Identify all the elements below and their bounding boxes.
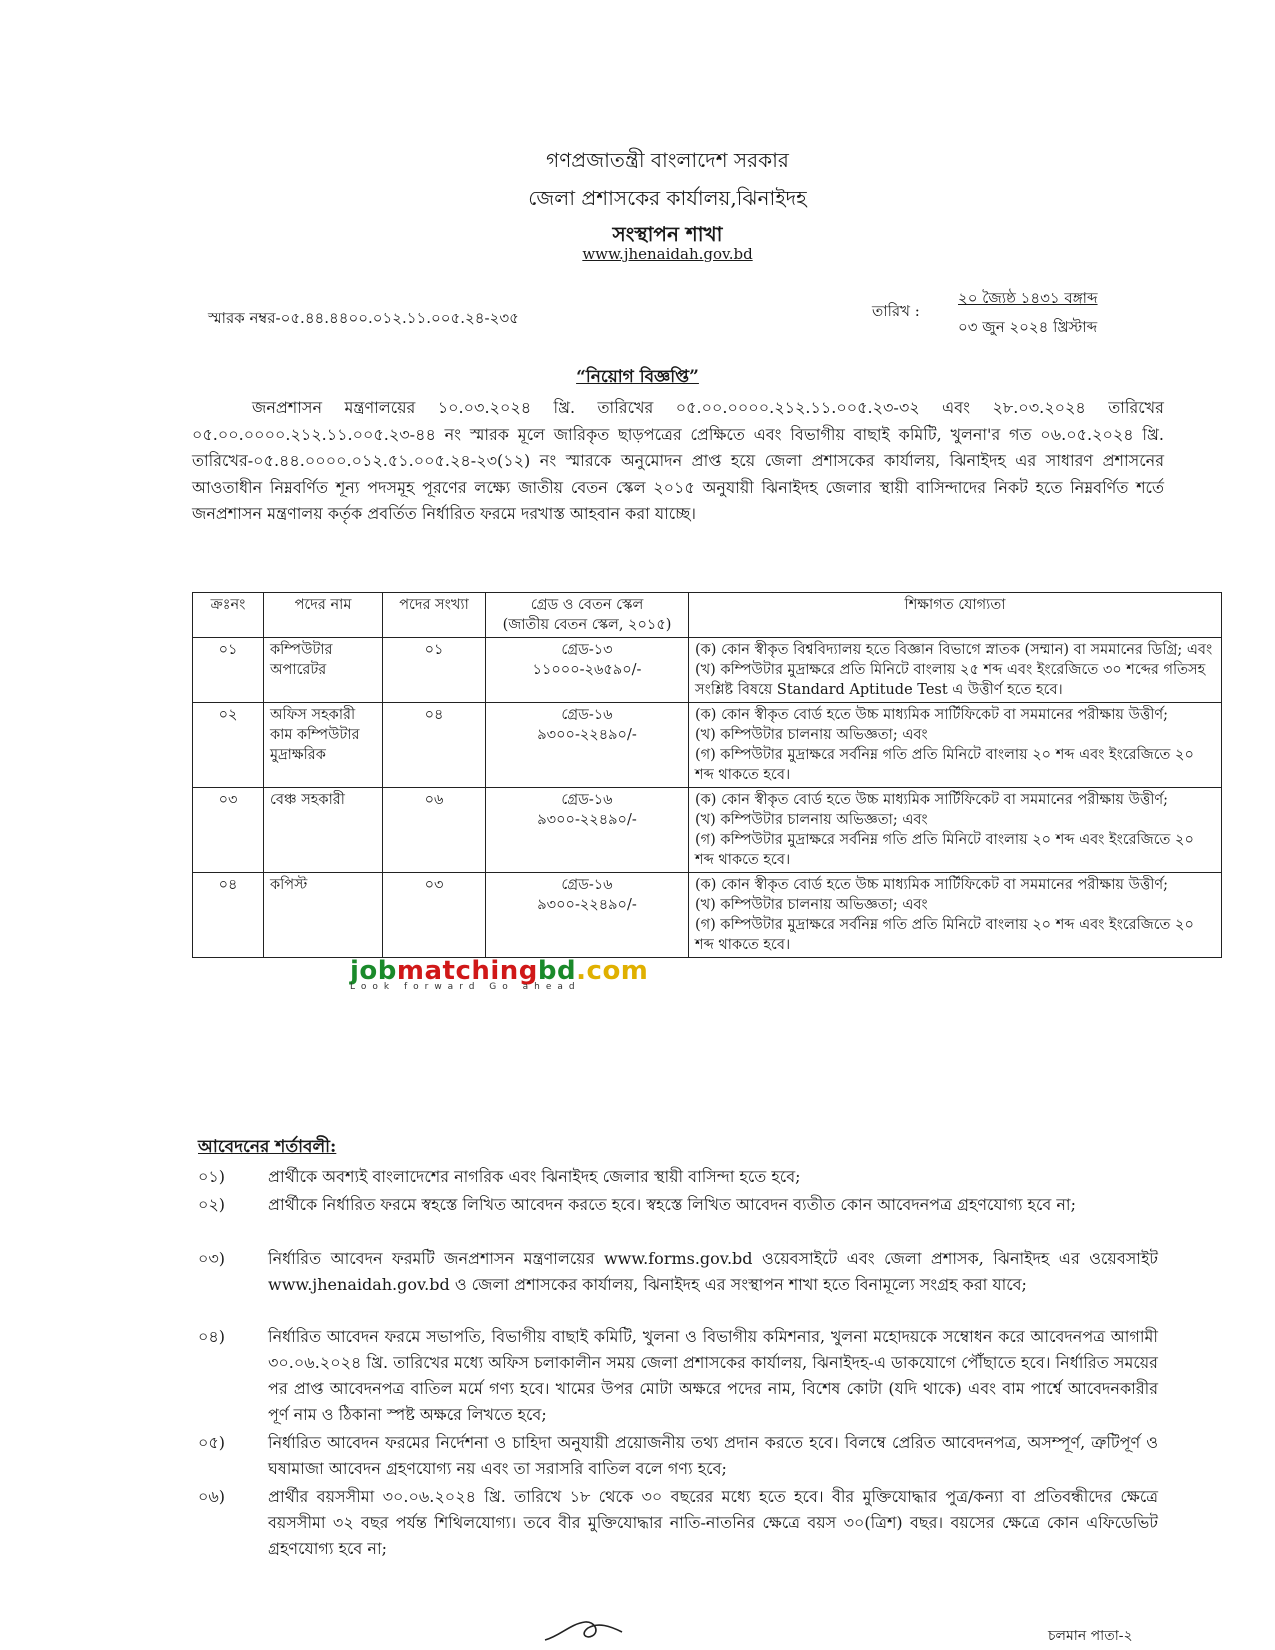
cell-grade [486,873,689,958]
cell-count: ০৬ [383,788,486,873]
col-count: পদের সংখ্যা [383,593,486,638]
watermark-part-com: .com [576,956,649,986]
cell-count: ০৪ [383,703,486,788]
notice-title-text: “নিয়োগ বিজ্ঞপ্তি” [576,367,699,387]
table-row [193,638,1222,703]
col-qualification: শিক্ষাগত যোগ্যতা [689,593,1222,638]
website-link[interactable] [30,245,1275,263]
cell-count: ০১ [383,638,486,703]
qualification-item: (ক) কোন স্বীকৃত বোর্ড হতে উচ্চ মাধ্যমিক সার্টিফিকেট বা সমমানের পরীক্ষায় উত্তীর্ণ; [695,707,1169,723]
condition-text: প্রার্থীর বয়সসীমা ৩০.০৬.২০২৪ খ্রি. তারিখে ১৮ থেকে ৩০ বছরের মধ্যে হতে হবে। বীর মুক্তিযোদ্ধার পুত্র/কন্যা বা প্রতিবন্ধীদের ক্ষেত্রে বয়সসীমা ৩২ বছর পর্যন্ত শিথিলযোগ্য। তবে বীর মুক্তিযোদ্ধার নাতি-নাতনির ক্ষেত্রে বয়স ৩০(ত্রিশ) বছর। বয়সের ক্ষেত্রে কোন এফিডেভিট গ্রহণযোগ্য হবে না; [268,1487,1158,1558]
date-english: ০৩ জুন ২০২৪ খ্রিস্টাব্দ [958,318,1098,336]
qualification-item: (খ) কম্পিউটার চালনায় অভিজ্ঞতা; এবং [695,727,928,743]
watermark-logo [350,956,648,992]
cell-serial: ০৩ [193,788,264,873]
table-header-row [193,593,1222,638]
qualification-item: (ক) কোন স্বীকৃত বোর্ড হতে উচ্চ মাধ্যমিক সার্টিফিকেট বা সমমানের পরীক্ষায় উত্তীর্ণ; [695,792,1169,808]
cell-grade [486,638,689,703]
condition-text: নির্ধারিত আবেদন ফরমের নির্দেশনা ও চাহিদা অনুযায়ী প্রয়োজনীয় তথ্য প্রদান করতে হবে। বিলম্বে প্রেরিত আবেদনপত্র, অসম্পূর্ণ, ত্রুটিপূর্ণ ও ঘষামাজা আবেদন গ্রহণযোগ্য নয় এবং তা সরাসরি বাতিল বলে গণ্য হবে; [268,1433,1158,1478]
pay-scale: ১১০০০-২৬৫৯০/- [532,662,642,678]
condition-text: নির্ধারিত আবেদন ফরমে সভাপতি, বিভাগীয় বাছাই কমিটি, খুলনা ও বিভাগীয় কমিশনার, খুলনা মহোদয়কে সম্বোধন করে আবেদনপত্র আগামী ৩০.০৬.২০২৪ খ্রি. তারিখের মধ্যে অফিস চলাকালীন সময় জেলা প্রশাসকের কার্যালয়, ঝিনাইদহ-এ ডাকযোগে পৌঁছাতে হবে। নির্ধারিত সময়ের পর প্রাপ্ত আবেদনপত্র বাতিল মর্মে গণ্য হবে। খামের উপর মোটা অক্ষরে পদের নাম, বিশেষ কোটা (যদি থাকে) এবং বাম পার্শ্বে আবেদনকারীর পূর্ণ নাম ও ঠিকানা স্পষ্ট অক্ষরে লিখতে হবে; [268,1327,1158,1424]
cell-serial: ০১ [193,638,264,703]
cell-post: বেঞ্চ সহকারী [264,788,383,873]
qualification-item: (খ) কম্পিউটার চালনায় অভিজ্ঞতা; এবং [695,812,928,828]
condition-item [198,1484,1158,1562]
cell-grade [486,703,689,788]
condition-number: ০২) [198,1195,226,1214]
qualification-item: (গ) কম্পিউটার মুদ্রাক্ষরে সর্বনিম্ন গতি প্রতি মিনিটে বাংলায় ২০ শব্দ এবং ইংরেজিতে ২০ শব্দ থাকতে হবে। [695,917,1194,953]
qualification-item: (ক) কোন স্বীকৃত বোর্ড হতে উচ্চ মাধ্যমিক সার্টিফিকেট বা সমমানের পরীক্ষায় উত্তীর্ণ; [695,877,1169,893]
office-title: জেলা প্রশাসকের কার্যালয়,ঝিনাইদহ [528,186,807,210]
col-post: পদের নাম [264,593,383,638]
condition-number: ০১) [198,1167,226,1186]
qualification-item: (গ) কম্পিউটার মুদ্রাক্ষরে সর্বনিম্ন গতি প্রতি মিনিটে বাংলায় ২০ শব্দ এবং ইংরেজিতে ২০ শব্দ থাকতে হবে। [695,832,1194,868]
qualification-item: (ক) কোন স্বীকৃত বিশ্ববিদ্যালয় হতে বিজ্ঞান বিভাগে স্নাতক (সম্মান) বা সমমানের ডিগ্রি; এবং [695,642,1213,658]
cell-grade [486,788,689,873]
cell-post: অফিস সহকারী কাম কম্পিউটার মুদ্রাক্ষরিক [264,703,383,788]
table-row [193,788,1222,873]
cell-qualification [689,703,1222,788]
col-grade-line1: গ্রেড ও বেতন স্কেল [530,597,644,613]
qualification-item: (গ) কম্পিউটার মুদ্রাক্ষরে সর্বনিম্ন গতি প্রতি মিনিটে বাংলায় ২০ শব্দ এবং ইংরেজিতে ২০ শব্দ থাকতে হবে। [695,747,1194,783]
condition-text: প্রার্থীকে নির্ধারিত ফরমে স্বহস্তে লিখিত আবেদন করতে হবে। স্বহস্তে লিখিত আবেদন ব্যতীত কোন আবেদনপত্র গ্রহণযোগ্য হবে না; [268,1195,1076,1214]
watermark-part-job: job [350,956,397,986]
condition-number: ০৩) [198,1249,226,1268]
govt-title: গণপ্রজাতন্ত্রী বাংলাদেশ সরকার [546,148,789,172]
cell-post: কম্পিউটার অপারেটর [264,638,383,703]
branch-title: সংস্থাপন শাখা [612,222,723,246]
cell-serial: ০৪ [193,873,264,958]
conditions-heading: আবেদনের শর্তাবলী: [198,1137,337,1157]
continued-page-note: চলমান পাতা-২ [1048,1628,1133,1644]
cell-serial: ০২ [193,703,264,788]
condition-number: ০৬) [198,1487,226,1506]
pay-scale: ৯৩০০-২২৪৯০/- [537,727,637,743]
watermark-part-bd: bd [537,956,577,986]
cell-post: কপিস্ট [264,873,383,958]
date-bangla: ২০ জ্যৈষ্ঠ ১৪৩১ বঙ্গাব্দ [958,289,1098,307]
grade-label: গ্রেড-১৬ [561,877,613,893]
condition-text: নির্ধারিত আবেদন ফরমটি জনপ্রশাসন মন্ত্রণালয়ের www.forms.gov.bd ওয়েবসাইটে এবং জেলা প্রশাসক, ঝিনাইদহ এর ওয়েবসাইট www.jhenaidah.gov.bd ও জেলা প্রশাসকের কার্যালয়, ঝিনাইদহ এর সংস্থাপন শাখা হতে বিনামূল্যে সংগ্রহ করা যাবে; [268,1249,1158,1294]
posts-table [192,592,1222,958]
condition-number: ০৫) [198,1433,226,1452]
notice-title [0,364,1275,392]
col-grade-line2: (জাতীয় বেতন স্কেল, ২০১৫) [502,617,672,633]
table-row [193,873,1222,958]
condition-item [198,1324,1158,1428]
qualification-item: (খ) কম্পিউটার মুদ্রাক্ষরে প্রতি মিনিটে বাংলায় ২৫ শব্দ এবং ইংরেজিতে ৩০ শব্দের গতিসহ সংশ্লিষ্ট বিষয়ে Standard Aptitude Test এ উত্তীর্ণ হতে হবে। [695,662,1206,698]
condition-item [198,1430,1158,1482]
table-row [193,703,1222,788]
cell-qualification [689,873,1222,958]
condition-item [198,1246,1158,1298]
qualification-item: (খ) কম্পিউটার চালনায় অভিজ্ঞতা; এবং [695,897,928,913]
cell-qualification [689,788,1222,873]
date-label: তারিখ : [872,302,920,320]
col-serial: ক্রঃনং [193,593,264,638]
pay-scale: ৯৩০০-২২৪৯০/- [537,897,637,913]
memo-number: স্মারক নম্বর-০৫.৪৪.৪৪০০.০১২.১১.০০৫.২৪-২৩৫ [208,309,519,327]
pay-scale: ৯৩০০-২২৪৯০/- [537,812,637,828]
intro-paragraph: জনপ্রশাসন মন্ত্রণালয়ের ১০.০৩.২০২৪ খ্রি. তারিখের ০৫.০০.০০০০.২১২.১১.০০৫.২৩-৩২ এবং ২৮.০৩.২০২৪ তারিখের ০৫.০০.০০০০.২১২.১১.০০৫.২৩-৪৪ নং স্মারক মূলে জারিকৃত ছাড়পত্রের প্রেক্ষিতে এবং বিভাগীয় বাছাই কমিটি, খুলনা'র গত ০৬.০৫.২০২৪ খ্রি. তারিখের-০৫.৪৪.০০০০.০১২.৫১.০০৫.২৪-২৩(১২) নং স্মারকে অনুমোদন প্রাপ্ত হয়ে জেলা প্রশাসকের কার্যালয়, ঝিনাইদহ এর সাধারণ প্রশাসনের আওতাধীন নিম্নবর্ণিত শূন্য পদসমূহ পূরণের লক্ষ্যে জাতীয় বেতন স্কেল ২০১৫ অনুযায়ী ঝিনাইদহ জেলার স্থায়ী বাসিন্দাদের নিকট হতে নিম্নবর্ণিত শর্তে জনপ্রশাসন মন্ত্রণালয় কর্তৃক প্রবর্তিত নির্ধারিত ফরমে দরখাস্ত আহবান করা যাচ্ছে। [192,398,1164,523]
watermark-tagline: Look forward Go ahead [350,982,581,992]
cell-count: ০৩ [383,873,486,958]
col-grade [486,593,689,638]
grade-label: গ্রেড-১৬ [561,707,613,723]
grade-label: গ্রেড-১৬ [561,792,613,808]
condition-number: ০৪) [198,1327,226,1346]
grade-label: গ্রেড-১৩ [561,642,613,658]
condition-item [198,1164,1158,1190]
cell-qualification [689,638,1222,703]
condition-text: প্রার্থীকে অবশ্যই বাংলাদেশের নাগরিক এবং ঝিনাইদহ জেলার স্থায়ী বাসিন্দা হতে হবে; [268,1167,801,1186]
signature-mark [540,1614,630,1644]
condition-item [198,1192,1158,1218]
website-text: www.jhenaidah.gov.bd [582,245,753,263]
watermark-part-matching: matching [396,956,538,986]
